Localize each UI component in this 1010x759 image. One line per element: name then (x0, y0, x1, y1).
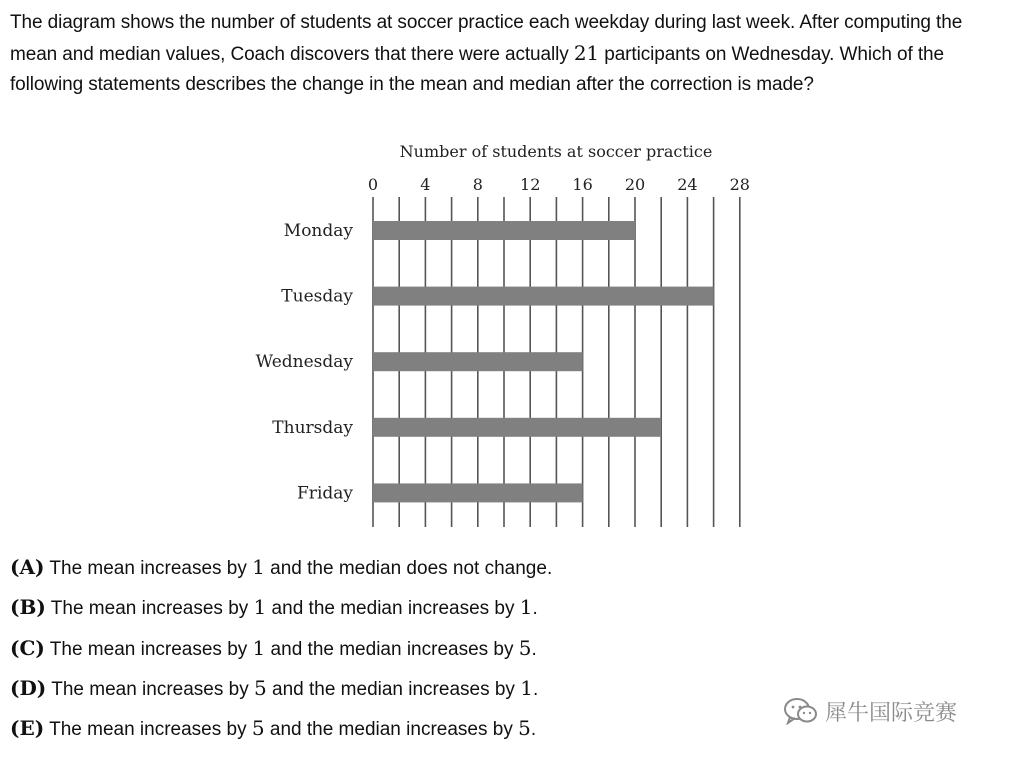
bar-tuesday (373, 287, 714, 306)
choice-text: The mean increases by (49, 638, 253, 660)
category-label: Wednesday (255, 352, 353, 373)
choice-a[interactable] (10, 551, 552, 583)
bar-friday (373, 483, 583, 502)
bar-thursday (373, 418, 661, 437)
x-tick-label: 20 (624, 175, 646, 194)
question-part-2: participants on Wednesday. Which of the following statements describes the change in the mean and median after the correction is made? (10, 44, 944, 95)
choice-text: . (532, 678, 539, 700)
choice-number: 1 (520, 675, 533, 700)
choice-c[interactable] (10, 632, 537, 664)
choice-number: 5 (251, 716, 265, 741)
choice-letter: (A) (10, 555, 45, 579)
choice-number: 5 (518, 635, 532, 660)
x-tick-label: 4 (420, 175, 431, 194)
choice-text: and the median increases by (265, 638, 519, 660)
chart-title: Number of students at soccer practice (399, 142, 713, 161)
choice-text: The mean increases by (49, 558, 253, 579)
choice-number: 1 (252, 635, 266, 660)
choice-b[interactable] (10, 591, 538, 623)
x-tick-label: 0 (367, 175, 379, 194)
choice-letter: (C) (10, 635, 45, 660)
choice-text: The mean increases by (49, 719, 252, 741)
category-label: Monday (283, 221, 353, 241)
choice-text: and the median does not change. (264, 558, 553, 579)
x-tick-label: 16 (572, 175, 593, 194)
x-tick-label: 24 (677, 175, 698, 194)
choice-d[interactable] (10, 672, 538, 704)
wechat-icon (783, 697, 819, 725)
choice-number: 5 (253, 675, 267, 700)
watermark-text: 犀牛国际竞赛 (825, 699, 958, 725)
choice-text: . (530, 719, 537, 741)
question-text (10, 8, 1000, 100)
choice-text: and the median increases by (264, 719, 519, 741)
corrected-value: 21 (573, 41, 600, 65)
x-tick-label: 8 (472, 175, 483, 194)
choice-number: 1 (253, 595, 267, 620)
choice-number: 5 (518, 716, 531, 741)
choice-text: . (531, 638, 537, 660)
choice-text: The mean increases by (50, 598, 254, 620)
choice-e[interactable] (10, 712, 536, 744)
choice-letter: (B) (10, 595, 46, 620)
x-tick-label: 28 (729, 175, 750, 194)
category-label: Tuesday (281, 286, 353, 307)
category-label: Thursday (272, 417, 353, 438)
category-label: Friday (297, 483, 353, 504)
x-tick-label: 12 (520, 175, 541, 194)
choice-text: and the median increases by (266, 598, 520, 620)
choice-text: . (532, 598, 538, 620)
choice-letter: (D) (10, 675, 47, 700)
choice-letter: (E) (10, 716, 45, 741)
question-part-1: The diagram shows the number of students at soccer practice each weekday during last week. After computing the mean and median values, Coach discovers that there were actually (10, 12, 963, 65)
choice-number: 1 (252, 555, 265, 579)
bar-monday (373, 221, 635, 240)
watermark (783, 694, 957, 728)
choice-number: 1 (519, 595, 533, 620)
choice-text: The mean increases by (51, 678, 254, 700)
choice-text: and the median increases by (266, 678, 521, 700)
bar-wednesday (373, 352, 583, 371)
